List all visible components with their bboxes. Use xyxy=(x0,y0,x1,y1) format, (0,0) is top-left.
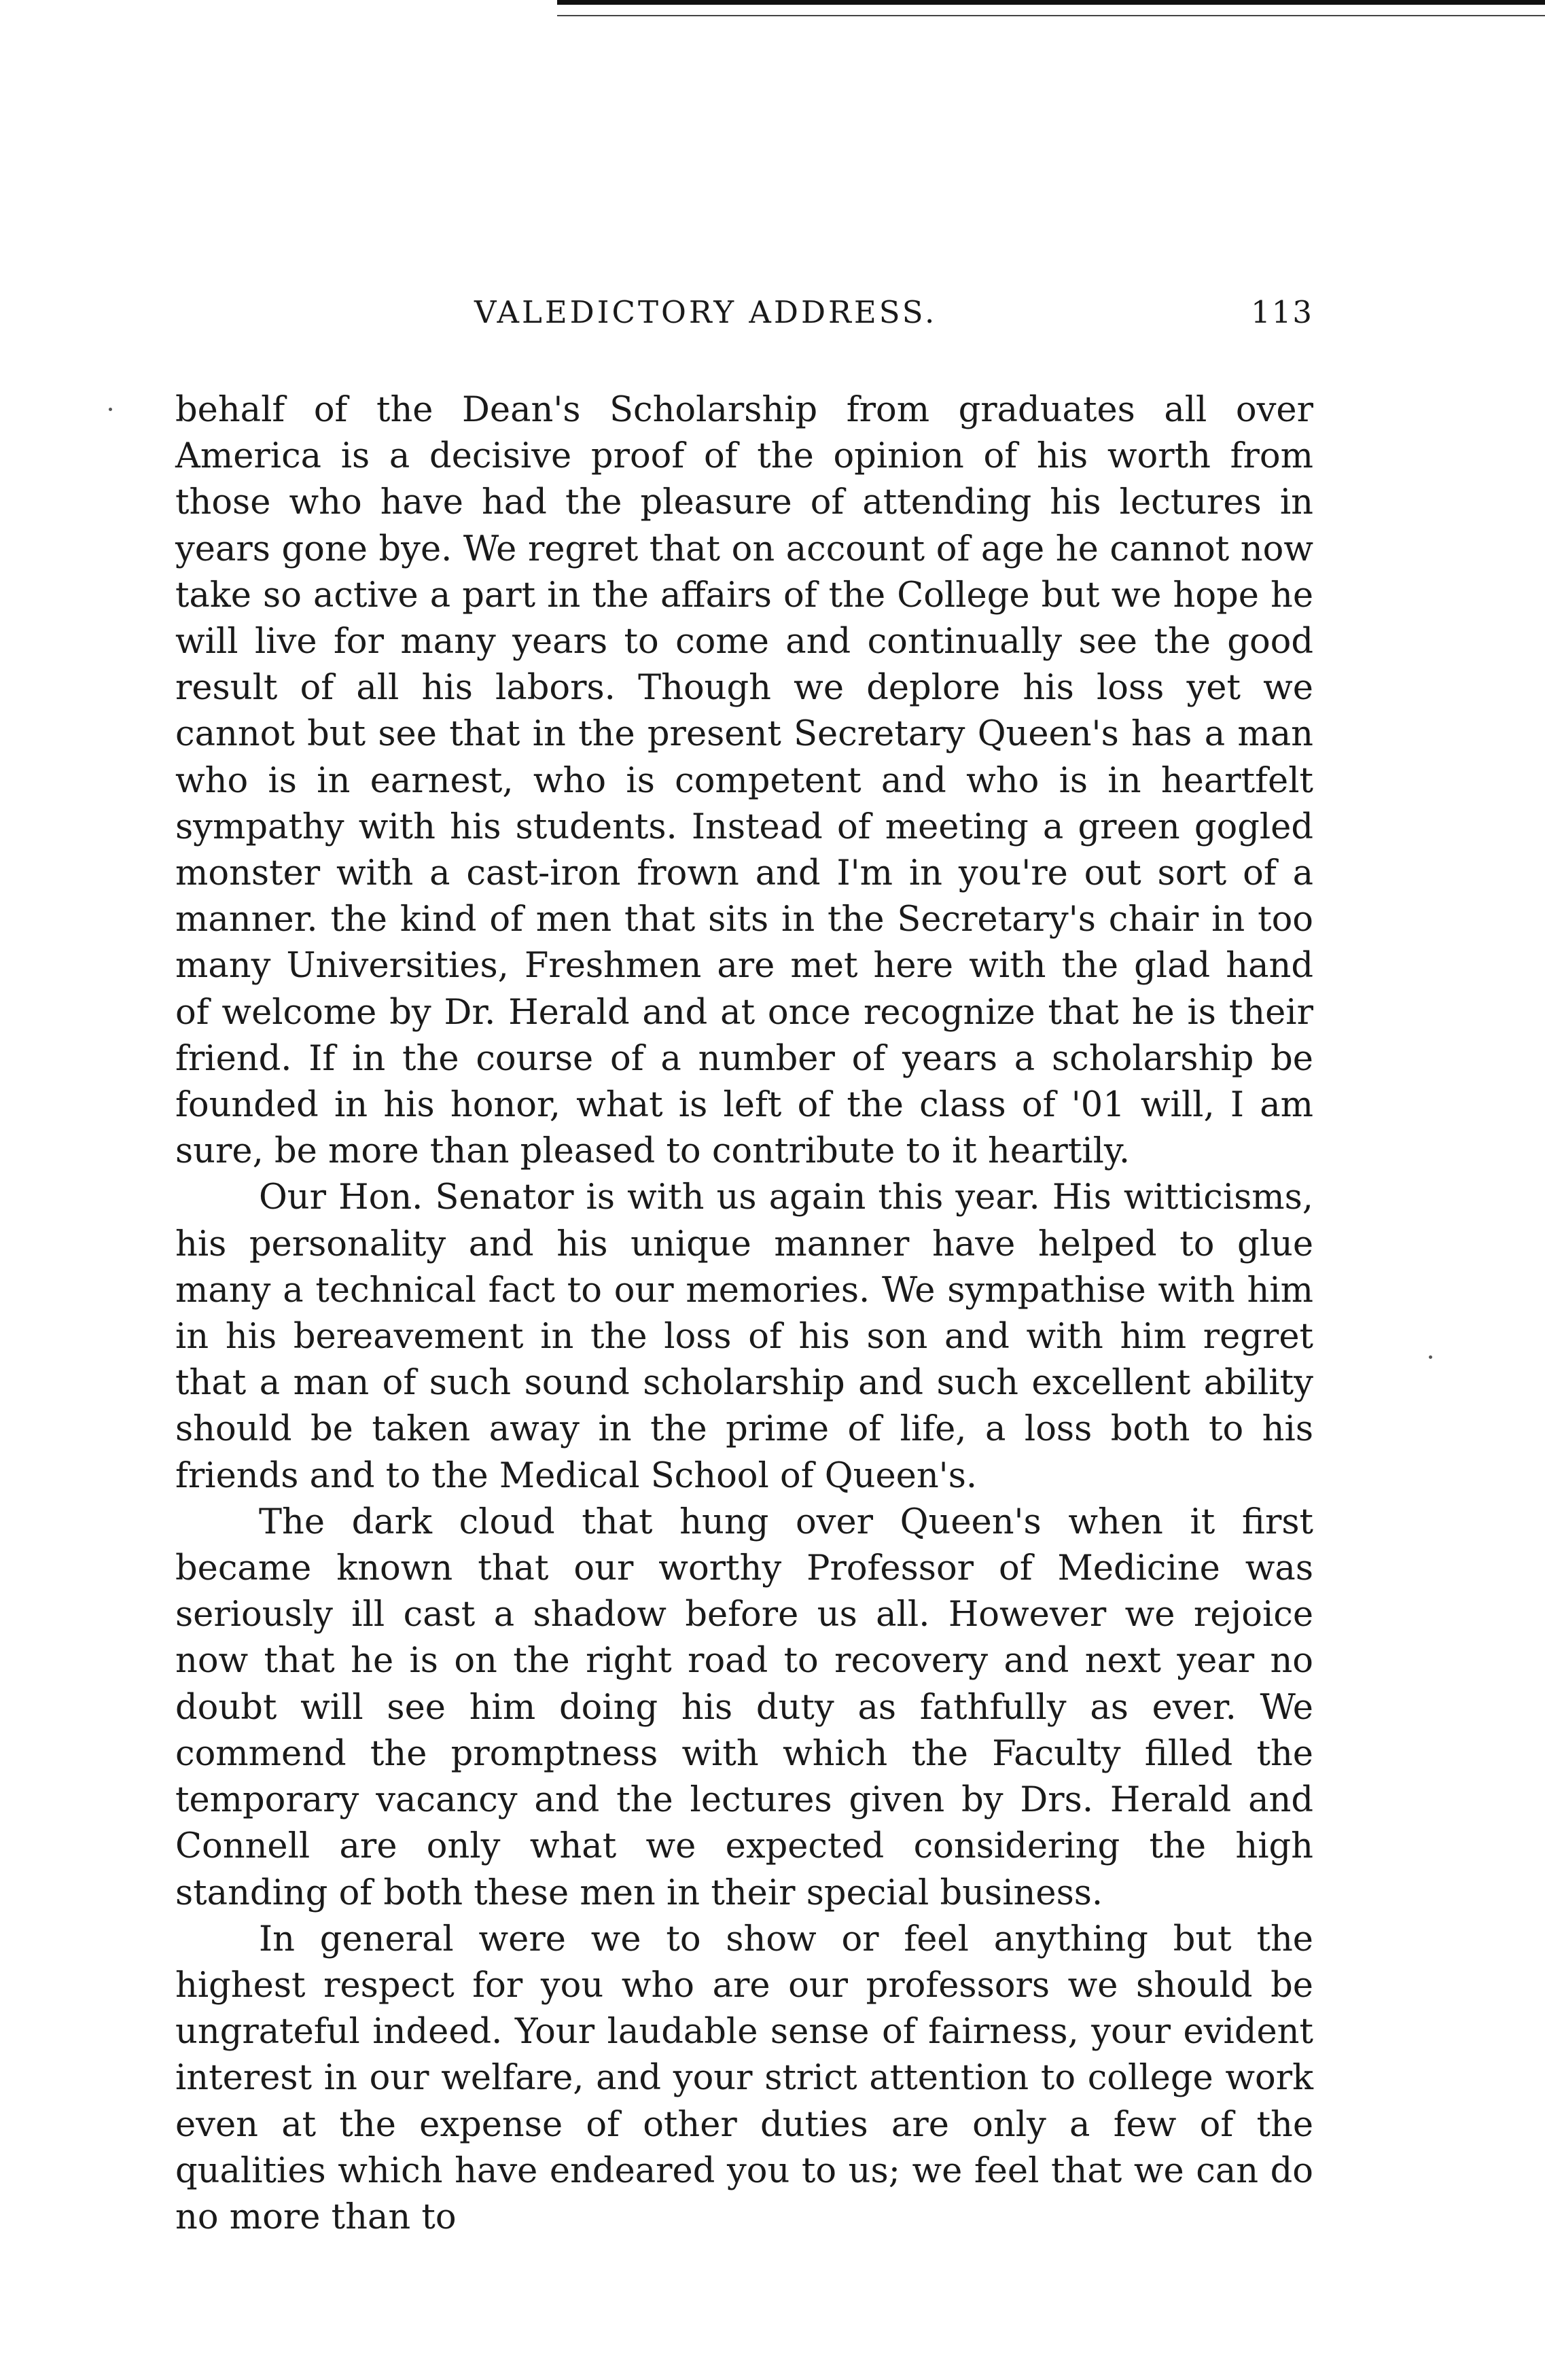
paragraph-3: The dark cloud that hung over Queen's when it first became known that our worthy Professor of Medicine was seriously ill cast a shadow before us all. However we rejoice now that he is on the right road to recovery and next year no doubt will see him doing his duty as fathfully as ever. We commend the promptness with which the Faculty filled the temporary vacancy and the lectures given by Drs. Herald and Connell are only what we expected considering the high standing of both these men in their special business. xyxy=(175,1502,1313,1913)
body-text xyxy=(175,387,1313,2241)
stray-mark xyxy=(1429,1355,1432,1359)
page-header xyxy=(175,289,1313,336)
paragraph-1: behalf of the Dean's Scholarship from graduates all over America is a decisive proof of the opinion of his worth from those who have had the pleasure of attending his lectures in years gone bye. We regret that on account of age he cannot now take so active a part in the affairs of the College but we hope he will live for many years to come and continually see the good result of all his labors. Though we deplore his loss yet we cannot but see that in the present Secretary Queen's has a man who is in earnest, who is competent and who is in heartfelt sympathy with his students. Instead of meeting a green gogled monster with a cast-iron frown and I'm in you're out sort of a manner. the kind of men that sits in the Secretary's chair in too many Universities, Freshmen are met here with the glad hand of welcome by Dr. Herald and at once recognize that he is their friend. If in the course of a number of years a scholarship be founded in his honor, what is left of the class of '01 will, I am sure, be more than pleased to contribute to it heartily. xyxy=(175,390,1313,1172)
paragraph-4: In general were we to show or feel anything but the highest respect for you who are our professors we should be ungrateful indeed. Your laudable sense of fairness, your evident interest in our welfare, and your strict attention to college work even at the expense of other duties are only a few of the qualities which have endeared you to us; we feel that we can do no more than to xyxy=(175,1919,1313,2237)
stray-mark xyxy=(109,408,112,411)
running-head: VALEDICTORY ADDRESS. xyxy=(474,294,938,330)
paragraph-2: Our Hon. Senator is with us again this year. His witticisms, his personality and his unique manner have helped to glue many a technical fact to our memories. We sympathise with him in his bereavement in the loss of his son and with him regret that a man of such sound scholarship and such excellent ability should be taken away in the prime of life, a loss both to his friends and to the Medical School of Queen's. xyxy=(175,1177,1313,1496)
top-edge-rule xyxy=(557,0,1545,5)
page-number: 113 xyxy=(1251,294,1313,330)
top-edge-thin-rule xyxy=(557,15,1545,16)
